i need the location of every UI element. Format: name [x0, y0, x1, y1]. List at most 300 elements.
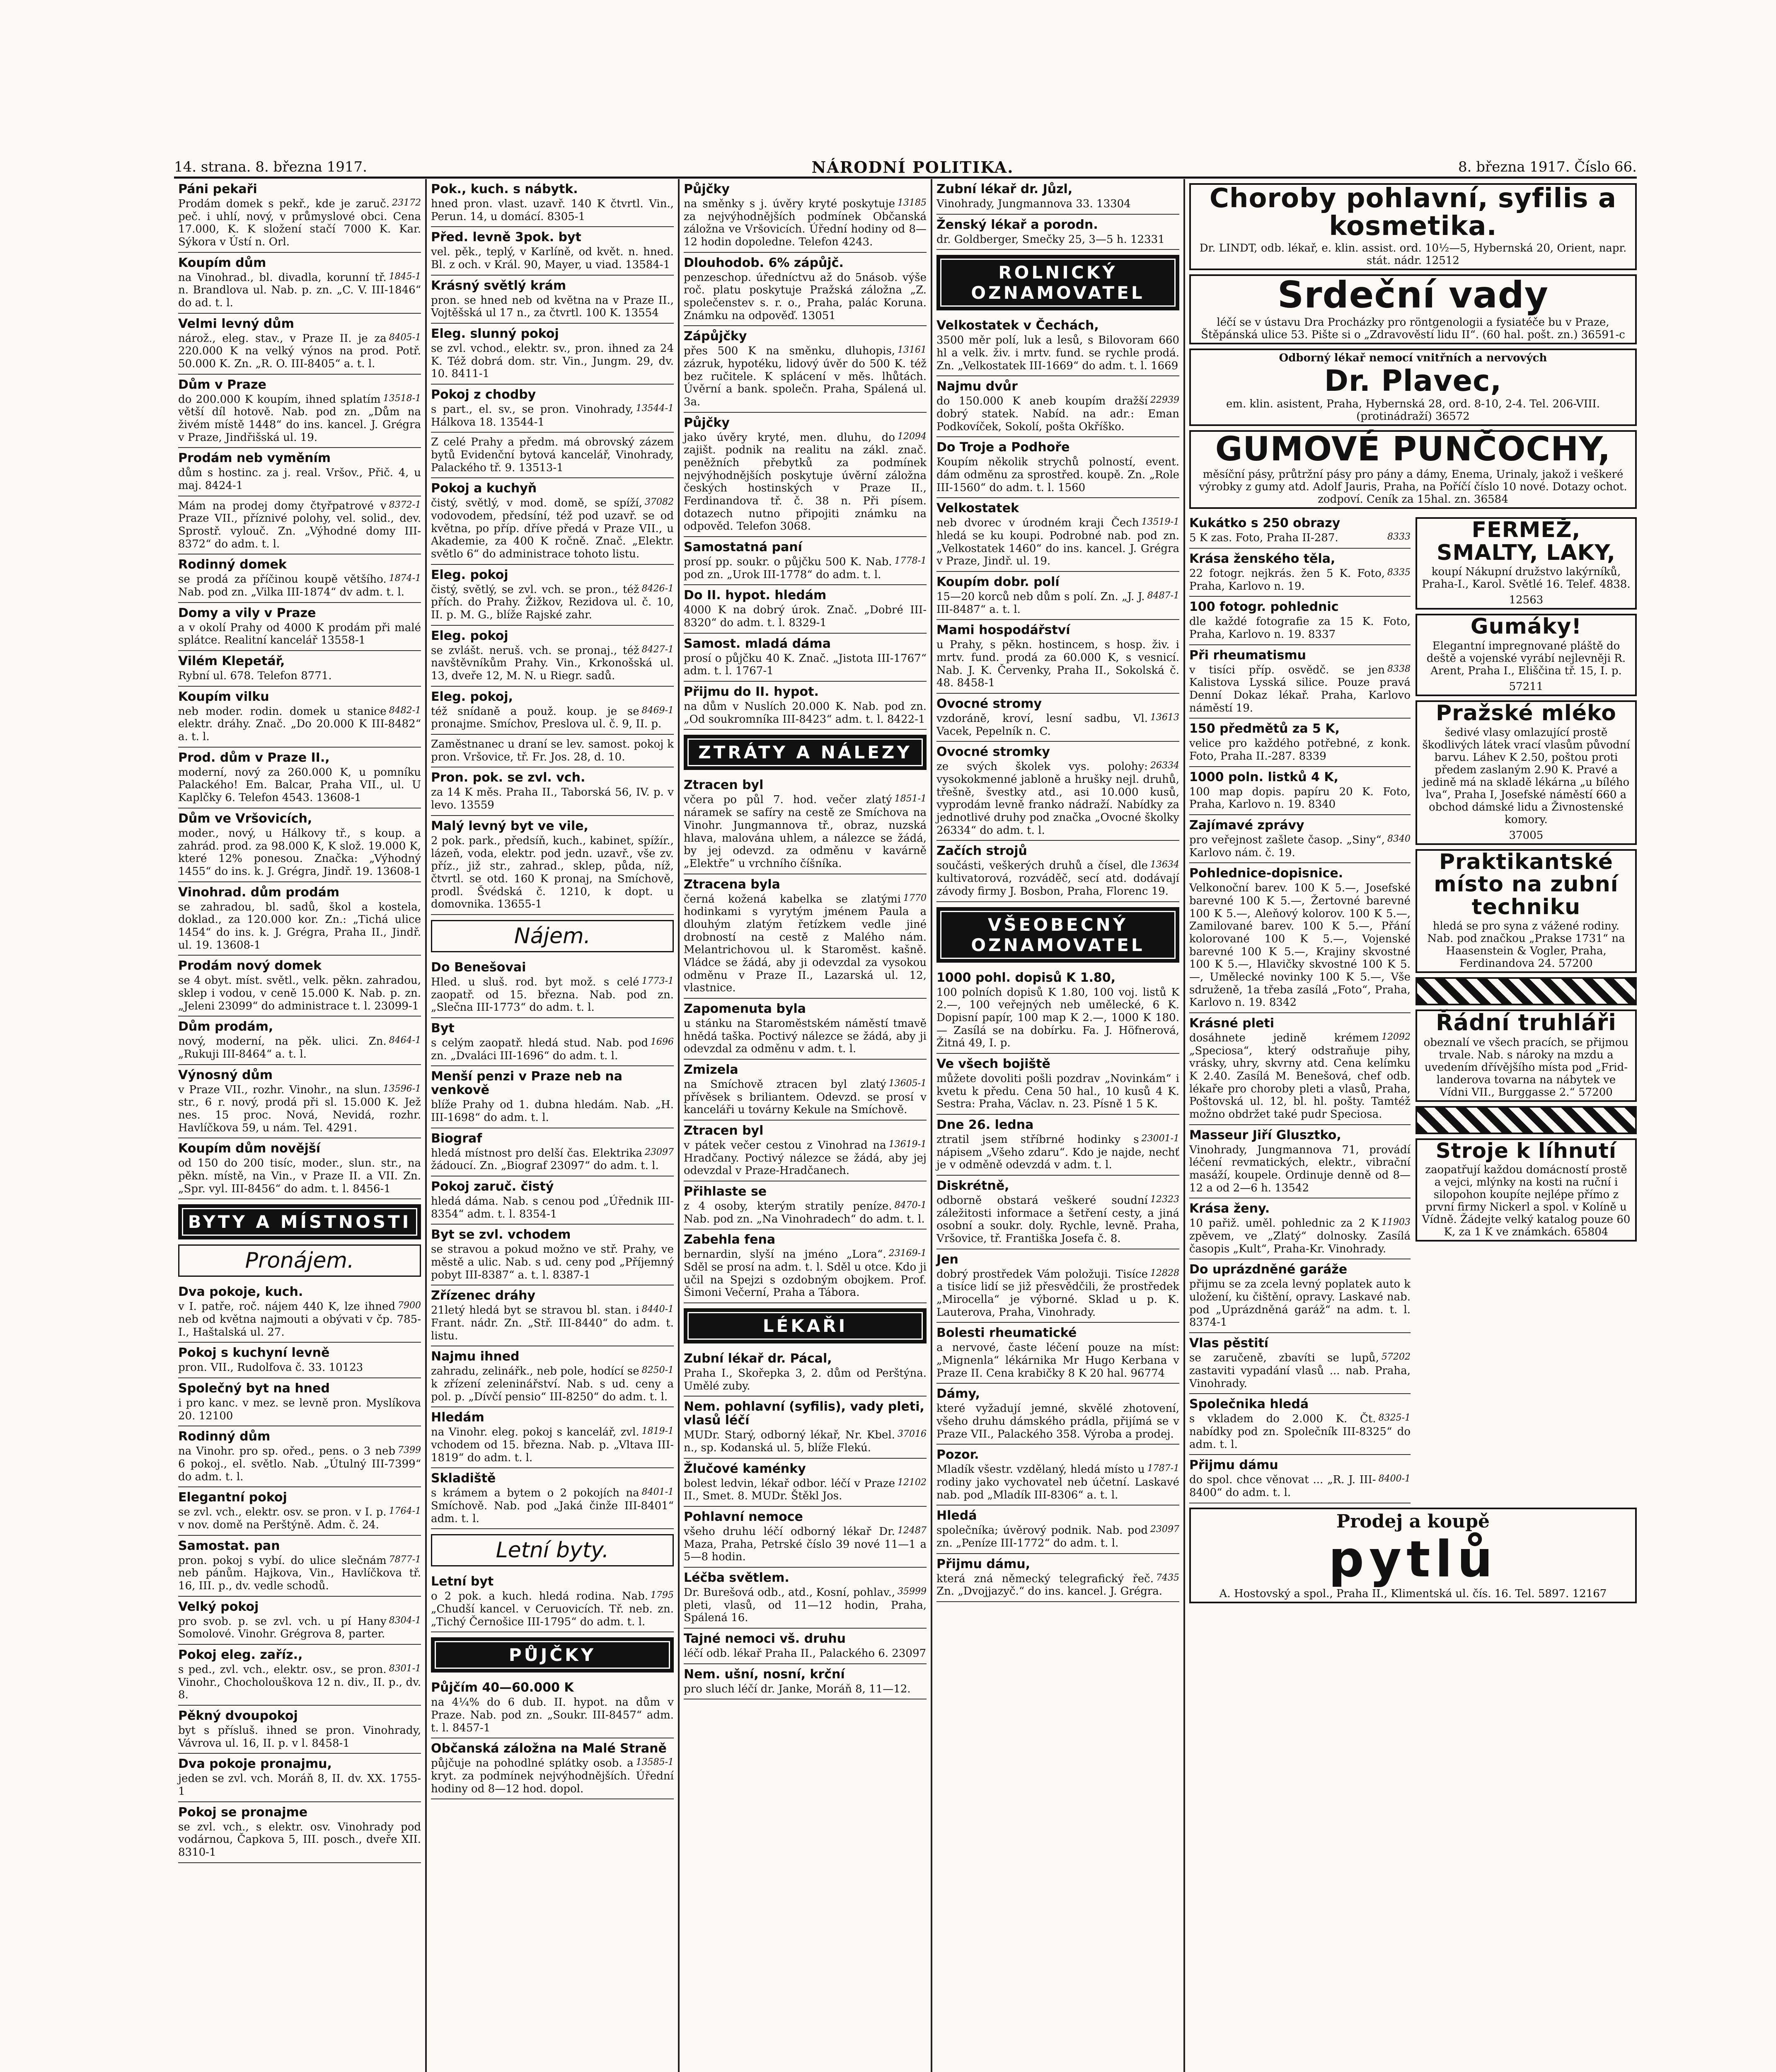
- ad-heading: 1000 poln. listků 4 K,: [1189, 770, 1338, 784]
- ads-col2d: [431, 1677, 674, 1799]
- ad-text: [431, 738, 674, 763]
- ad-code: 8405-1: [389, 332, 421, 343]
- classified-ad: [431, 1128, 674, 1176]
- classified-ad: [936, 1249, 1179, 1323]
- display-ad-text: Elegantní impregnované pláště do deště a vojenské vyrábí nejlevněji R. Arent, Praha I., Eliščina tř. 15, I. p.: [1426, 640, 1626, 678]
- ad-code: 1787-1: [1147, 1463, 1179, 1474]
- section-banner-lekari: LÉKAŘI: [684, 1308, 927, 1343]
- display-ad-code: 12563: [1509, 594, 1544, 607]
- ad-body: na 4¼% do 6 dub. II. hypot. na dům v Praze. Nab. pod zn. „Soukr. III-8457“ adm. t. l. 8457-1: [431, 1696, 674, 1734]
- ad-body: léčí odb. lékař Praha II., Palackého 6. 23097: [684, 1647, 927, 1660]
- ad-body: 22 fotogr. nejkrás. žen 5 K. Foto, Praha, Karlovo n. 19.: [1189, 567, 1385, 593]
- issue-date-number: 8. března 1917. Číslo 66.: [1458, 159, 1637, 175]
- ad-text: [936, 1072, 1179, 1111]
- ad-stroje-text: zaopatřují každou domácností prostě a vejci, mlýnky na kosti na ruční i silopohon koupíte nejlépe přímo z první firmy Nickerl a spol. v Kolíně u Vídně. Žádejte velký katalog pouze 60 K, za 1 K ve známkách. 65804: [1422, 1163, 1631, 1238]
- classified-ad: [684, 326, 927, 412]
- ad-text: [431, 1487, 674, 1525]
- ad-text: [178, 974, 421, 1012]
- ad-text: [936, 334, 1179, 372]
- ad-body: Vinohrady, Jungmannova 33. 13304: [936, 198, 1131, 210]
- ad-text: [178, 500, 421, 551]
- ad-code: 23169-1: [888, 1248, 927, 1259]
- ad-text: [178, 332, 421, 370]
- classified-ad: [431, 1677, 674, 1738]
- classified-ad: [178, 179, 421, 253]
- ad-code: 8340: [1387, 834, 1411, 844]
- classified-ad: [431, 385, 674, 433]
- ad-heading: Dům ve Vršovicích,: [178, 811, 312, 826]
- classified-ad: [936, 1115, 1179, 1176]
- ad-code: 23172: [392, 198, 421, 208]
- classified-ad: [431, 1468, 674, 1529]
- classified-ad: [431, 1346, 674, 1407]
- classified-ad: [431, 1018, 674, 1066]
- ad-heading: Samost. mladá dáma: [684, 636, 831, 651]
- ad-heading: Půjčky: [684, 415, 730, 430]
- ad-text: [178, 393, 421, 444]
- ad-heading: Byt: [431, 1021, 455, 1036]
- classified-ad: [178, 314, 421, 375]
- ad-heading: Žlučové kaménky: [684, 1461, 806, 1476]
- ad-heading: Koupím dobr. polí: [936, 575, 1060, 590]
- ad-body: pro sluch léčí dr. Janke, Moráň 8, 11—12.: [684, 1682, 911, 1695]
- ads-col2b: [431, 957, 674, 1529]
- ad-body: jeden se zvl. vch. Moráň 8, II. dv. XX. 1755-1: [178, 1772, 421, 1798]
- ad-code: 37016: [898, 1429, 927, 1440]
- ad-heading: Eleg. pokoj: [431, 628, 508, 643]
- ad-body: na směnky s j. úvěry kryté poskytuje za nejvýhodnějších podmínek Občanská záložna ve Vršovicích. Úřední hodiny od 8—12 hodin dopoledne. Telefon 4243.: [684, 198, 927, 249]
- ad-heading: Koupím dům novější: [178, 1141, 320, 1156]
- ad-code: 1851-1: [894, 794, 927, 804]
- ad-heading: Nem. ušní, nosní, krční: [684, 1667, 845, 1682]
- classified-ad: [684, 253, 927, 327]
- ad-heading: Zubní lékař dr. Jůzl,: [936, 182, 1073, 196]
- ad-heading: Začích strojů: [936, 844, 1027, 859]
- ad-text: [178, 670, 421, 683]
- ad-code: 8487-1: [1147, 591, 1179, 601]
- classified-ad: [178, 1138, 421, 1199]
- ad-heading: Eleg. slunný pokoj: [431, 327, 559, 341]
- ad-body: z 4 osoby, kterým stratily peníze. Nab. pod zn. „Na Vinohradech“ do adm. t. l.: [684, 1200, 925, 1225]
- ad-code: 37082: [645, 497, 674, 508]
- ad-code: 8464-1: [389, 1035, 421, 1046]
- ad-body: v tisíci příp. osvědč. se jen Kalistova Lysská silice. Pouze pravá Denní Dokaz lékař. Praha, Karlovo náměstí 19.: [1189, 663, 1411, 714]
- classified-ad: [178, 253, 421, 314]
- ad-text: [684, 652, 927, 678]
- ad-text: [1189, 532, 1411, 545]
- ad-code: 13605-1: [888, 1078, 927, 1089]
- ad-heading: Pokoj zaruč. čistý: [431, 1179, 554, 1194]
- ad-text: [684, 893, 927, 995]
- ad-heading: Pron. pok. se zvl. vch.: [431, 770, 586, 785]
- ad-text: [431, 1147, 674, 1172]
- classified-ad: [178, 1754, 421, 1802]
- classified-ad: [936, 498, 1179, 572]
- ad-text: [178, 1035, 421, 1060]
- col5-split: [1189, 513, 1637, 1503]
- ad-heading: Diskrétně,: [936, 1178, 1009, 1193]
- ad-heading: Koupím dům: [178, 255, 266, 270]
- ad-body: neb moder. rodin. domek u stanice elektr. dráhy. Znač. „Do 20.000 K III-8482“ a. t. l.: [178, 705, 421, 743]
- ad-heading: Prodám nový domek: [178, 959, 322, 973]
- ad-text: [431, 786, 674, 811]
- ad-heading: Dva pokoje pronajmu,: [178, 1757, 332, 1772]
- ads-col2c: [431, 1571, 674, 1632]
- ad-body: pro veřejnost zašlete časop. „Siny“, Karlovo nám. č. 19.: [1189, 834, 1385, 859]
- classified-ad: [178, 375, 421, 448]
- ad-heading: Jen: [936, 1252, 958, 1267]
- ad-text: [178, 573, 421, 598]
- ad-code: 7435: [1156, 1572, 1179, 1583]
- ad-text: [684, 1647, 927, 1660]
- ad-body: Vinohrady, Jungmannova 71, provádí léčení revmatických, elektr., vibrační masáží, koupele. Ordinuje denně od 8—12 a od 2—6 h. 13542: [1189, 1143, 1411, 1194]
- ad-text: [936, 517, 1179, 568]
- ad-body: 4000 K na dobrý úrok. Znač. „Dobré III-8320“ do adm. t. l. 8329-1: [684, 604, 927, 629]
- ad-text: [1189, 1217, 1411, 1255]
- ad-code: 8333: [1387, 532, 1411, 542]
- ad-body: do 200.000 K koupím, ihned splatím větší díl hotově. Nab. pod zn. „Dům na živém místě 1448“ do ins. kancel. J. Grégra v Praze, Jindřišská ul. 19.: [178, 393, 421, 444]
- classified-ad: [431, 1738, 674, 1799]
- ad-text: [684, 556, 927, 581]
- ad-body: Z celé Prahy a předm. má obrovský zázem bytů Evidenční bytová kancelář, Vinohrady, Palackého tř. 9. 13513-1: [431, 436, 674, 474]
- ad-body: dr. Goldberger, Smečky 25, 3—5 h. 12331: [936, 233, 1165, 246]
- ad-text: [684, 1078, 927, 1116]
- ad-code: 8372-1: [389, 499, 421, 510]
- ad-body: Zaměstnanec u draní se lev. samost. pokoj k pron. Vršovice, tř. Fr. Jos. 28, d. 10.: [431, 738, 674, 763]
- classified-ad: [178, 496, 421, 555]
- ad-code: 1819-1: [641, 1426, 674, 1437]
- ad-code: 1764-1: [389, 1506, 421, 1517]
- ad-text: [431, 1099, 674, 1124]
- ad-body: za 14 K měs. Praha II., Taborská 56, IV. p. v levo. 13559: [431, 786, 674, 812]
- classified-ad: [431, 1285, 674, 1346]
- ad-heading: Vilém Klepetář,: [178, 654, 285, 669]
- ad-code: 1795: [651, 1590, 674, 1601]
- ad-text: [178, 622, 421, 647]
- ad-text: [1189, 664, 1411, 715]
- classified-ad: [684, 634, 927, 682]
- ad-body: se zvl. vchod., elektr. sv., pron. ihned za 24 K. Též dobrá dom. str. Vin., Jungm. 29, dv. 10. 8411-1: [431, 342, 674, 380]
- ad-text: [178, 1821, 421, 1859]
- ad-heading: Biograf: [431, 1131, 482, 1146]
- classified-ad: [684, 1507, 927, 1568]
- ad-text: [1189, 737, 1411, 762]
- ad-body: 3500 měr polí, luk a lesů, s Bilovoram 660 hl a velk. živ. i mrtv. fund. se rychle prodá. Zn. „Velkostatek III-1669“ do adm. t. l. 1669: [936, 334, 1179, 372]
- ad-code: 1845-1: [389, 271, 421, 282]
- ad-text: [178, 766, 421, 804]
- ad-body: Praha I., Skořepka 3, 2. dům od Perštýna. Umělé zuby.: [684, 1367, 927, 1392]
- ad-heading: Dlouhodob. 6% zápůjč.: [684, 255, 844, 270]
- ad-text: [178, 1615, 421, 1641]
- ad-text: [936, 712, 1179, 738]
- ad-text: [178, 271, 421, 310]
- ad-heading: Rodinný dům: [178, 1429, 271, 1444]
- ad-code: 23097: [645, 1147, 674, 1157]
- ad-text: [1189, 1144, 1411, 1195]
- classified-ad: [431, 687, 674, 735]
- ad-text: [178, 1397, 421, 1422]
- ad-code: 1773-1: [641, 975, 674, 986]
- classified-ad: [178, 1597, 421, 1645]
- classified-ad: [936, 1506, 1179, 1554]
- classified-ad: [684, 1060, 927, 1121]
- ad-code: 8400-1: [1378, 1474, 1411, 1484]
- ad-text: [178, 1772, 421, 1798]
- display-ad-code: 57211: [1509, 680, 1544, 693]
- ad-heading: Ovocné stromky: [936, 745, 1050, 760]
- ad-body: též snídaně a použ. koup. je se pronajme. Smíchov, Preslova ul. č. 9, II. p.: [431, 705, 662, 731]
- ad-text: [936, 456, 1179, 494]
- classified-ad: [1189, 1198, 1411, 1259]
- classified-ad: [431, 1571, 674, 1632]
- ad-text: [1189, 1352, 1411, 1390]
- ad-code: 13185: [898, 198, 927, 208]
- display-ad-title: FERMEŽ, SMALTY, LAKY,: [1437, 518, 1616, 565]
- ad-body: do 150.000 K aneb koupím dražší dobrý statek. Nabíd. na adr.: Eman Podkovíček, Sokolí, pošta Okříško.: [936, 395, 1179, 433]
- classified-ad: [936, 620, 1179, 694]
- ad-text: [936, 395, 1179, 433]
- ad-gumove-text: měsíční pásy, průtržní pásy pro pány a dámy, Enema, Urinaly, jakož i veškeré výrobky z gumy atd. Adolf Jauris, Praha, na Poříčí číslo 10 nové. Dotazy ochot. zodpoví. Ceník za 15hal. zn. 36584: [1199, 468, 1627, 506]
- classified-ad: [684, 999, 927, 1060]
- ad-plavec-head: Odborný lékař nemocí vnitřních a nervových: [1279, 351, 1547, 364]
- display-ad-box: [1415, 849, 1637, 973]
- ad-text: [1189, 567, 1411, 593]
- ad-text: [431, 1037, 674, 1062]
- ad-body: černá kožená kabelka se zlatými hodinkami s vyrytým jménem Paula a dlouhým zlatým řetízkem vedle jiné drobností na cestě z Malého nám. Melantrichovou ul. k Staroměst. kašně. Vládce se žádá, aby ji odevzdal za vysokou odměnu v Praze II., Lazarská ul. 12, vlastnice.: [684, 893, 927, 995]
- classified-ad: [936, 694, 1179, 742]
- ad-body: blíže Prahy od 1. dubna hledám. Nab. „H. III-1698“ do adm. t. l.: [431, 1099, 674, 1124]
- ad-code: 1778-1: [894, 556, 927, 566]
- ad-srdecni-title: Srdeční vady: [1277, 274, 1549, 317]
- classified-ad: [1189, 1455, 1411, 1503]
- classified-ad: [431, 478, 674, 564]
- classified-ad: [178, 956, 421, 1017]
- classified-ad: [431, 276, 674, 324]
- ad-body: v Praze VII., rozhr. Vinohr., na slun. str., 6 r. nový, prodá při sl. 15.000 K. Jež nes. 15 proc. Nová, Nevidá, rozhr. Havlíčkova 59, u nám. Tel. 4291.: [178, 1083, 421, 1134]
- classified-ad: [431, 957, 674, 1018]
- ad-heading: Při rheumatismu: [1189, 648, 1306, 663]
- classified-ad: [936, 572, 1179, 620]
- ad-body: se zvlášt. neruš. vch. se pronaj., též navštěvníkům Prahy. Vin., Krkonošská ul. 13, dveře 12, M. N. u Riegr. sadů.: [431, 644, 674, 683]
- ad-text: [936, 591, 1179, 616]
- classified-ad: [178, 1282, 421, 1343]
- ad-heading: Společnika hledá: [1189, 1397, 1309, 1412]
- ad-choroby: [1189, 183, 1637, 270]
- ad-body: penzeschop. úředníctvu až do 5násob. výše roč. platu poskytuje Pražská záložna „Z. společenstev s. r. o., Praha, palác Koruna. Známku na odpověď. 13051: [684, 271, 927, 322]
- classified-ad: [684, 682, 927, 730]
- ad-heading: Eleg. pokoj,: [431, 689, 513, 704]
- ad-text: [1189, 615, 1411, 641]
- classified-ad: [1189, 767, 1411, 815]
- classified-ad: [431, 767, 674, 816]
- ad-code: 13585-1: [636, 1757, 674, 1768]
- ad-text: [431, 1426, 674, 1464]
- display-ad-box: [1415, 517, 1637, 610]
- ad-text: [431, 1365, 674, 1403]
- ad-body: u Prahy, s pěkn. hostincem, s hosp. živ. i mrtv. fund. prodá za 60.000 K, s vesnicí. Nab. J. K. Červenky, Praha II., Sokolská č. 48. 8458-1: [936, 639, 1179, 690]
- classified-grid: [174, 179, 1641, 2072]
- ad-text: [936, 233, 1179, 246]
- ad-text: [936, 1268, 1179, 1319]
- ad-text: [178, 1445, 421, 1483]
- column-1: [174, 179, 427, 2072]
- ad-body: jako úvěry kryté, men. dluhu, do zajišt. podnik na realitu na zákl. znač. peněžních přebytků za podmínek nejvýhodnějších poskytuje úvěrní záložna českých hostinských v Praze II., Ferdinandova tř. č. 38 n. Při písem. dotazech nutno připojiti známku na odpověd. Telefon 3068.: [684, 431, 927, 533]
- classified-ad: [936, 1323, 1179, 1384]
- ad-body: o 2 pok. a kuch. hledá rodina. Nab. „Chudší kancel. v Ceruovicích. Tř. neb. zn. „Tichý Černošice III-1795“ do adm. t. l.: [431, 1590, 674, 1628]
- ad-code: 8469-1: [641, 705, 674, 716]
- ad-heading: Bolesti rheumatické: [936, 1326, 1077, 1341]
- ad-body: hledá místnost pro delší čas. Elektrika žádoucí. Zn. „Biograf 23097“ do adm. t. l.: [431, 1147, 659, 1172]
- ad-heading: Léčba světlem.: [684, 1571, 789, 1585]
- ad-code: 8301-1: [389, 1663, 421, 1674]
- display-ad-text: šedivé vlasy omlazující prostě škodlivých látek vrací vlasům původní barvu. Láhev K 2.50, poštou proti předem zaslaným 2.90 K. Pravé a jedině má na skladě lékárna „u bílého lva“, Praha I, Josefské náměstí 660 a obchod dámské lidu a Živnostenské komory.: [1422, 726, 1630, 826]
- ad-code: 8304-1: [389, 1615, 421, 1626]
- ad-heading: Přijmu dámu,: [936, 1556, 1031, 1571]
- ad-body: se stravou a pokud možno ve stř. Prahy, ve městě a ulic. Nab. s ud. ceny pod „Příjemný pobyt III-8387“ a. t. l. 8387-1: [431, 1243, 674, 1281]
- ad-text: [431, 705, 674, 731]
- ads-col1: [178, 179, 421, 1199]
- ad-body: na Vinohrad., bl. divadla, korunní tř. n. Brandlova ul. Nab. p. zn. „C. V. III-1846“ do ad. t. l.: [178, 271, 421, 310]
- masthead: NÁRODNÍ POLITIKA.: [811, 157, 1014, 177]
- ad-body: se 4 obyt. míst. světl., velk. pěkn. zahradou, sklep i vodou, v ceně 15.000 K. Nab. p. zn. „Jeleni 23099“ do administrace t. l. 23099-1: [178, 974, 421, 1012]
- classified-ad: [431, 626, 674, 687]
- ad-stroje-title: Stroje k líhnutí: [1435, 1139, 1617, 1163]
- ad-body: 21letý hledá byt se stravou bl. stan. i Frant. nádr. Zn. „Stř. III-8440“ do adm. t. listu.: [431, 1304, 674, 1342]
- ad-text: [431, 1304, 674, 1342]
- section-banner-vseobecny: VŠEOBECNÝ OZNAMOVATEL: [936, 907, 1179, 963]
- ad-text: [431, 1195, 674, 1220]
- ad-code: 8325-1: [1378, 1413, 1411, 1423]
- classified-ad: [178, 1426, 421, 1487]
- ad-body: 100 map dopis. papíru 20 K. Foto, Praha, Karlovo n. 19. 8340: [1189, 785, 1411, 811]
- ad-heading: Přihlaste se: [684, 1184, 767, 1199]
- ad-body: ze svých školek vys. polohy: vysokokmenné jabloně a hrušky nejl. druhů, třešně, švestky atd., asi 10.000 kusů, vyprodám levně franko nádraží. Nabídky za jednotlivé druhy pod značka „Ovocné školky 26334“ do adm. t. l.: [936, 760, 1179, 837]
- classified-ad: [178, 882, 421, 956]
- ad-body: na dům v Nuslích 20.000 K. Nab. pod zn. „Od soukromníka III-8423“ adm. t. l. 8422-1: [684, 700, 927, 726]
- ad-body: 100 polních dopisů K 1.80, 100 voj. listů K 2.—, 100 veřejných neb umělecké, 6 K. Dopisní papír, 100 map K 2.—, 1000 K 180.— Zasílá se na dobírku. Fa. J. Höfnerová, Žitná 49, I. p.: [936, 986, 1179, 1050]
- ad-body: v I. patře, roč. nájem 440 K, lze ihned neb od května najmouti a obývati v čp. 785-I., Haštalská ul. 27.: [178, 1300, 421, 1339]
- ad-body: a nervové, časte léčení pouze na míst: „Mignenla“ lékárnika Mr Hugo Kerbana v Praze II. Cena krabičky 8 K 20 hal. 96774: [936, 1341, 1179, 1380]
- ornament-band: [1415, 977, 1637, 1005]
- display-ad-box: [1415, 614, 1637, 696]
- classified-ad: [1189, 863, 1411, 1013]
- ad-code: 1696: [651, 1036, 674, 1047]
- classified-ad: [936, 1554, 1179, 1602]
- ad-text: [684, 1139, 927, 1177]
- ads-col2: [431, 179, 674, 915]
- ad-heading: Zajímavé zprávy: [1189, 818, 1304, 833]
- subhead-letni-byty: Letní byty.: [431, 1534, 674, 1566]
- classified-ad: [684, 1568, 927, 1629]
- ad-code: 8426-1: [641, 583, 674, 594]
- ad-heading: Do Troje a Podhoře: [936, 440, 1070, 455]
- ad-body: na Vinohr. pro sp. ořed., pens. o 3 neb 6 pokoj., el. světlo. Nab. „Útulný III-7399“ do adm. t. l.: [178, 1445, 421, 1483]
- ad-body: s vkladem do 2.000 K. Čt. nabídky pod zn. Společník III-8325“ do adm. t. l.: [1189, 1413, 1411, 1451]
- display-ad-title: Gumáky!: [1470, 614, 1582, 639]
- ad-text: [684, 431, 927, 533]
- classified-ad: [178, 1065, 421, 1139]
- ad-text: [431, 1243, 674, 1281]
- ad-text: [178, 1084, 421, 1135]
- ad-text: [684, 1586, 927, 1624]
- ad-body: přes 500 K na směnku, dluhopis, zázruk, hypotéku, lidový úvěr do 500 K. též bez ručitele. K splácení v měs. lhůtách. Úvěrní a bank. společn. Praha, Spálená ul. 3a.: [684, 345, 927, 409]
- ad-body: MUDr. Starý, odborný lékař, Nr. Kbel. n., sp. Kodanská ul. 5, blíže Flekú.: [684, 1429, 895, 1454]
- ad-code: 22939: [1150, 395, 1179, 406]
- classified-ad: [684, 413, 927, 537]
- display-ad-text: hledá se pro syna z vážené rodiny. Nab. pod značkou „Prakse 1731“ na Haasenstein & Vogler, Praha, Ferdinandova 24. 57200: [1427, 920, 1625, 970]
- classified-ad: [1189, 549, 1411, 597]
- ad-text: [684, 1367, 927, 1392]
- ad-heading: Zabehla fena: [684, 1232, 776, 1247]
- ad-body: velice pro každého potřebné, z konk. Foto, Praha II.-287. 8339: [1189, 737, 1411, 762]
- classified-ad: [178, 448, 421, 496]
- ad-choroby-text: Dr. LINDT, odb. lékař, e. klin. assist. ord. 10½—5, Hybernská 20, Orient, napr. stát. nádr. 12512: [1199, 242, 1627, 267]
- ad-text: [936, 859, 1179, 898]
- ad-text: [684, 1248, 927, 1299]
- ads-col4b: [936, 315, 1179, 902]
- ad-heading: Ovocné stromy: [936, 697, 1042, 712]
- ad-body: Velkonoční barev. 100 K 5.—, Josefské barevné 100 K 5.—, Žertovné barevné 100 K 5.—, Aleňový kolorov. 100 K 5.—, Zamilované barev. 100 K 5.—, Přání kolorované 100 K 5.—, Vojenské barevné 100 K 5.—, Krajiny skvostné 100 K 5.—, Hlavičky skvostné 100 K 5.—, Umělecké novinky 100 K 5.—, Vše sdruženě, 1a třeba zasílá „Foto“, Praha, Karlovo n. 19. 8342: [1189, 882, 1411, 1009]
- ad-heading: Prod. dům v Praze II.,: [178, 750, 330, 765]
- ad-text: [1189, 786, 1411, 811]
- ad-body: pron. se hned neb od května na v Praze II., Vojtěšská ul 17 n., za čtvrtl. 100 K. 13554: [431, 294, 674, 320]
- ad-heading: Pohlavní nemoce: [684, 1510, 803, 1524]
- classified-ad: [431, 565, 674, 626]
- classified-ad: [178, 1487, 421, 1535]
- ad-heading: Velký pokoj: [178, 1599, 259, 1614]
- ad-body: od 150 do 200 tisíc, moder., slun. str., na pěkn. místě, na Vin., v Praze II. a VII. Zn. „Spr. vyl. III-8456“ do adm. t. l. 8456-1: [178, 1157, 421, 1195]
- ad-heading: Ztracena byla: [684, 877, 780, 892]
- ad-heading: Rodinný domek: [178, 557, 287, 572]
- ad-code: 7900: [398, 1300, 421, 1311]
- ad-heading: Krása ženského těla,: [1189, 551, 1336, 566]
- col5-left: [1189, 513, 1411, 1503]
- classified-ad: [936, 315, 1179, 376]
- ad-code: 35999: [898, 1586, 927, 1597]
- ad-text: [936, 1573, 1179, 1598]
- ad-body: se zahradou, bl. sadů, škol a kostela, doklad., za 120.000 kor. Zn.: „Tichá ulice 1454“ do ins. k. J. Grégra, Praha II., Jindř. ul. 19. 13608-1: [178, 900, 421, 951]
- classified-ad: [936, 1445, 1179, 1506]
- ad-body: můžete dovoliti pošli pozdrav „Novinkám“ i kvetu k předu. Cena 50 hal., 10 kusů 4 K. Sestra: Praha, Václav. n. 23. Písně 1 5 K.: [936, 1072, 1179, 1111]
- ad-heading: Ztracen byl: [684, 1123, 764, 1138]
- ad-body: a v okolí Prahy od 4000 K prodám při malé splátce. Realitní kancelář 13558-1: [178, 621, 421, 647]
- ad-stroje: [1415, 1138, 1637, 1242]
- ad-heading: Ztracen byl: [684, 778, 764, 793]
- ad-text: [431, 1757, 674, 1795]
- classified-ad: [178, 748, 421, 808]
- ad-body: dobrý prostředek Vám položuji. Tisíce a tisíce lidí se již přesvědčili, že prostředek „Mirocella“ je výborné. Sklad u p. K. Lauterova, Praha, Vinohrady.: [936, 1268, 1179, 1319]
- ad-text: [684, 271, 927, 322]
- ad-heading: 100 fotogr. pohlednic: [1189, 600, 1339, 615]
- column-5: [1185, 179, 1641, 2072]
- ad-heading: Letní byt: [431, 1574, 494, 1589]
- ad-code: 57202: [1382, 1352, 1411, 1363]
- ads-col4c: [936, 968, 1179, 1602]
- ads-col3: [684, 179, 927, 730]
- ad-body: součásti, veškerých druhů a čísel, dle kultivatorová, rozváděč, secí atd. dodávají závody firmy J. Bosbon, Praha, Florenc 19.: [936, 859, 1179, 898]
- classified-ad: [178, 651, 421, 687]
- ad-heading: Tajné nemoci vš. druhu: [684, 1631, 846, 1646]
- column-4: [932, 179, 1185, 2072]
- ad-body: se prodá za příčinou koupě většího. Nab. pod zn. „Vilka III-1874“ dv adm. t. l.: [178, 573, 404, 599]
- classified-ad: [1189, 815, 1411, 863]
- ad-body: Mladík všestr. vzdělaný, hledá místo u rodiny jako vychovatel neb účetní. Laskavé nab. pod „Mladík III-8306“ a. t. l.: [936, 1463, 1179, 1501]
- ad-body: včera po půl 7. hod. večer zlatý náramek se safíry na cestě ze Smíchova na Vinohr. Jungmannova tř., obraz, nuzská hlava, malována uhlem, a nálezce se žádá, by jej odevzd. za odměnu v kavárně „Elektře“ u vrchního číšníka.: [684, 794, 927, 870]
- classified-ad: [431, 179, 674, 227]
- ad-heading: Krásné pleti: [1189, 1016, 1275, 1031]
- page-number-date: 14. strana. 8. března 1917.: [174, 159, 367, 175]
- ad-text: [1189, 882, 1411, 1009]
